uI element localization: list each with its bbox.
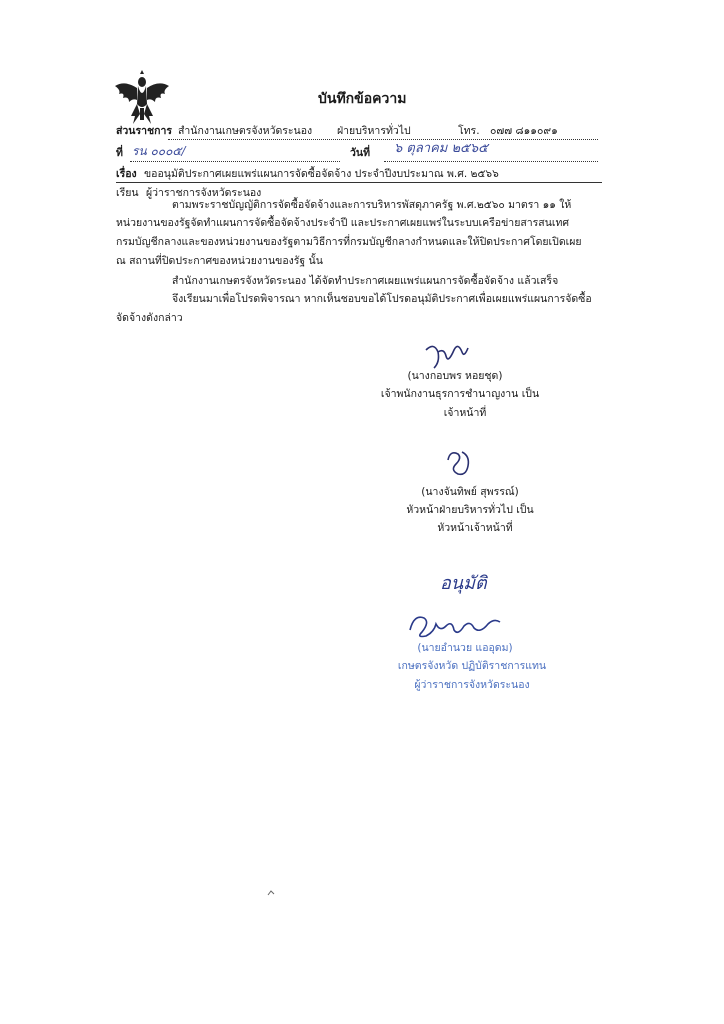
signature-3-position-1: เกษตรจังหวัด ปฏิบัติราชการแทน — [397, 660, 547, 672]
body-paragraph-1-line-1: ตามพระราชบัญญัติการจัดซื้อจัดจ้างและการบริหารพัสดุภาครัฐ พ.ศ.๒๕๖๐ มาตรา ๑๑ ให้ — [172, 199, 572, 211]
signature-2-name: (นางจันทิพย์ สุพรรณ์) — [421, 486, 519, 498]
dept-value: สำนักงานเกษตรจังหวัดระนอง — [178, 125, 313, 137]
to-value: ผู้ว่าราชการจังหวัดระนอง — [146, 187, 262, 199]
dept-underline — [168, 139, 598, 140]
to-label: เรียน — [116, 187, 139, 199]
ref-label: ที่ — [116, 147, 123, 159]
page-title: บันทึกข้อความ — [318, 91, 407, 107]
date-label: วันที่ — [350, 147, 370, 159]
division-value: ฝ่ายบริหารทั่วไป — [337, 125, 411, 137]
approval-handwriting: อนุมัติ — [440, 573, 487, 594]
subject-value: ขออนุมัติประกาศเผยแพร่แผนการจัดซื้อจัดจ้าง ประจำปีงบประมาณ พ.ศ. ๒๕๖๖ — [144, 168, 499, 180]
signature-3-position-2: ผู้ว่าราชการจังหวัดระนอง — [414, 679, 530, 691]
signature-1-name: (นางกอบพร หอยชุด) — [407, 370, 503, 382]
signature-2-position-2: หัวหน้าเจ้าหน้าที่ — [437, 522, 513, 534]
stray-mark-icon — [267, 882, 275, 890]
subject-label: เรื่อง — [116, 168, 137, 180]
signature-1-position-2: เจ้าหน้าที่ — [443, 407, 487, 419]
body-paragraph-2-line-1: สำนักงานเกษตรจังหวัดระนอง ได้จัดทำประกาศเผยแพร่แผนการจัดซื้อจัดจ้าง แล้วเสร็จ — [172, 275, 559, 287]
tel-label: โทร. — [458, 125, 480, 137]
tel-value: ๐๗๗ ๘๑๑๐๙๑ — [490, 125, 558, 137]
ref-underline — [130, 161, 340, 162]
signature-1-scribble — [420, 338, 480, 372]
body-paragraph-1-line-2: หน่วยงานของรัฐจัดทำแผนการจัดซื้อจัดจ้างประจำปี และประกาศเผยแพร่ในระบบเครือข่ายสารสนเทศ — [116, 217, 570, 229]
signature-2-position-1: หัวหน้าฝ่ายบริหารทั่วไป เป็น — [406, 504, 534, 516]
subject-rule — [116, 182, 602, 183]
date-underline — [384, 161, 598, 162]
ref-value: รน ๐๐๐๕/ — [132, 144, 186, 158]
date-value: ๖ ตุลาคม ๒๕๖๕ — [394, 141, 488, 156]
garuda-emblem-icon — [113, 70, 171, 126]
body-paragraph-3-line-2: จัดจ้างดังกล่าว — [116, 312, 183, 324]
signature-3-name: (นายอำนวย แออุดม) — [417, 642, 513, 654]
body-paragraph-1-line-4: ณ สถานที่ปิดประกาศของหน่วยงานของรัฐ นั้น — [116, 255, 323, 267]
signature-1-position-1: เจ้าพนักงานธุรการชำนาญงาน เป็น — [380, 388, 540, 400]
dept-label: ส่วนราชการ — [116, 125, 173, 137]
body-paragraph-3-line-1: จึงเรียนมาเพื่อโปรดพิจารณา หากเห็นชอบขอได้โปรดอนุมัติประกาศเพื่อเผยแพร่แผนการจัดซื้อ — [172, 293, 592, 305]
body-paragraph-1-line-3: กรมบัญชีกลางและของหน่วยงานของรัฐตามวิธีการที่กรมบัญชีกลางกำหนดและให้ปิดประกาศโดยเปิดเผย — [116, 236, 582, 248]
signature-3-scribble — [404, 606, 504, 644]
signature-2-scribble — [440, 446, 480, 480]
